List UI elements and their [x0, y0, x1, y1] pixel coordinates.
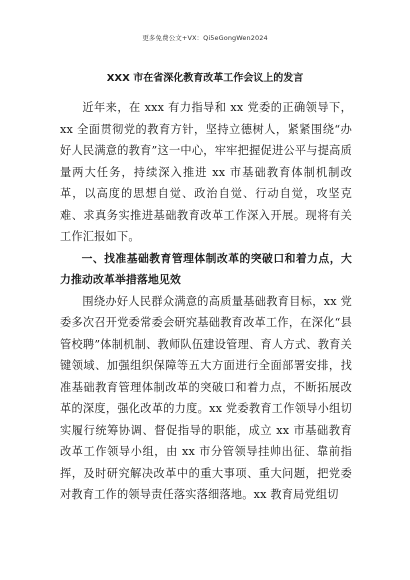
document-title: XXX 市在省深化教育改革工作会议上的发言 [106, 73, 304, 84]
section-heading: 一、找准基础教育管理体制改革的突破口和着力点，大力推动改革举措落地见效 [60, 251, 352, 286]
header-note: 更多免费公文+VX：Qi5eGongWen2024 [142, 34, 268, 42]
paragraph-section-1: 围绕办好人民群众满意的高质量基础教育目标，xx 党委多次召开党委常委会研究基础教育改革工作，在深化“县管校聘”体制机制、教师队伍建设管理、育人方式、教育关键领域、加强组织保障等五大方面进行全面部署安排，找准基础教育管理体制改革的突破口和着力点，不断拓展改革的深度，强化改革的力度。xx 党委教育工作领导小组切实履行统筹协调、督促指导的职能，成立 xx 市基础教育改革工作领导小组，由 xx 市分管领导挂帅出征、靠前指挥，及时研究解决改革中的重大事项、重大问题，把党委对教育工作的领导责任落实落细落地。xx 教育局党组切 [60, 294, 352, 501]
document-body [60, 97, 352, 506]
paragraph-intro: 近年来，在 xxx 有力指导和 xx 党委的正确领导下，xx 全面贯彻党的教育方针，坚持立德树人，紧紧围绕“办好人民满意的教育”这一中心，牢牢把握促进公平与提高质量两大任务，持续深入推进 xx 市基础教育体制机制改革，以高度的思想自觉、政治自觉、行动自觉，攻坚克难、求真务实推进基础教育改革工作深入开展。现将有关工作汇报如下。 [60, 101, 352, 243]
